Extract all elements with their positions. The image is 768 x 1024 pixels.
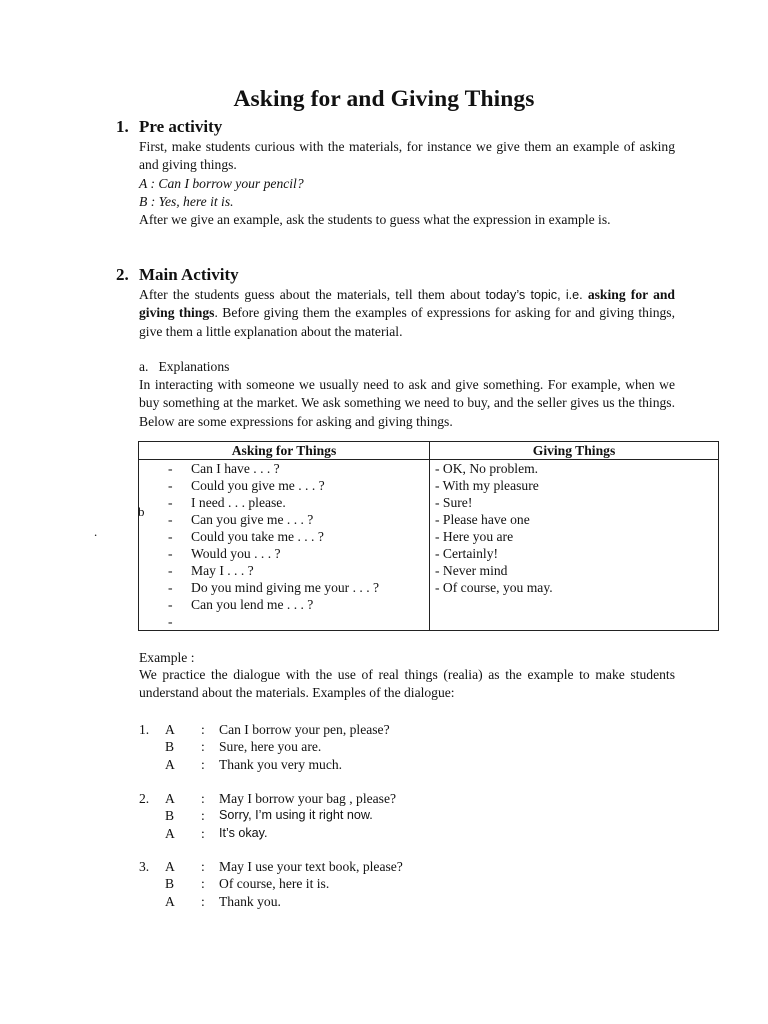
asking-expression-text: Could you give me . . . ? xyxy=(191,478,325,493)
list-dash: - xyxy=(168,529,173,544)
dialogue-colon: : xyxy=(201,859,205,874)
list-dash: - xyxy=(168,614,173,629)
section-1-body xyxy=(139,138,675,229)
giving-expression: - OK, No problem. xyxy=(435,461,539,476)
list-dash: - xyxy=(168,563,173,578)
subsection-a xyxy=(139,358,675,376)
section-1-after: After we give an example, ask the students to guess what the expression in example is. xyxy=(139,212,611,228)
section-1-number: 1. xyxy=(116,117,129,136)
giving-expression: - Never mind xyxy=(435,563,508,578)
dialogue-number: 2. xyxy=(139,791,150,806)
dialogue-text: It’s okay. xyxy=(219,825,268,840)
subsection-a-title: Explanations xyxy=(158,359,230,374)
example-paragraph xyxy=(139,666,675,703)
dialogue-speaker: B xyxy=(165,739,175,755)
dialogue-speaker: B xyxy=(165,876,175,892)
asking-expression xyxy=(139,494,429,511)
asking-expression-text: Do you mind giving me your . . . ? xyxy=(191,580,380,595)
intro-topic: today’s topic, i.e. xyxy=(485,288,583,302)
giving-expression: - Here you are xyxy=(435,529,514,544)
section-2-heading xyxy=(116,265,239,285)
col-header-asking: Asking for Things xyxy=(139,442,430,460)
asking-expression xyxy=(139,562,429,579)
stray-letter-b: b xyxy=(138,504,145,519)
dialogue-text: Sorry, I’m using it right now. xyxy=(219,808,373,823)
col-header-giving: Giving Things xyxy=(430,442,719,460)
list-dash: - xyxy=(168,597,173,612)
asking-expression xyxy=(139,613,429,630)
dialogue-speaker: A xyxy=(165,722,175,737)
document-title: Asking for and Giving Things xyxy=(233,86,535,112)
giving-cell xyxy=(430,460,719,631)
dialogue-colon: : xyxy=(201,791,205,806)
asking-expression-text: Can you give me . . . ? xyxy=(191,512,314,527)
dialogue-colon: : xyxy=(201,739,205,755)
section-2-intro xyxy=(139,286,675,341)
expressions-table xyxy=(138,441,719,631)
explanation-text: In interacting with someone we usually need to ask and give something. For example, when we buy something at the market. We ask something we need to buy, and the seller gives us the things. Below are some expressions for asking and giving things. xyxy=(139,377,675,429)
list-dash: - xyxy=(168,580,173,595)
dialogue-colon: : xyxy=(201,756,205,772)
dialogue-colon: : xyxy=(201,722,205,737)
giving-expression: - Certainly! xyxy=(435,546,499,561)
dialogue-text: Sure, here you are. xyxy=(219,739,322,755)
subsection-a-label: a. xyxy=(139,359,149,374)
asking-expression-text: Could you take me . . . ? xyxy=(191,529,324,544)
asking-expression xyxy=(139,460,429,477)
dialogue-text: Of course, here it is. xyxy=(219,876,330,892)
example-line-b: B : Yes, here it is. xyxy=(139,193,234,209)
dialogue-speaker: A xyxy=(165,825,175,841)
asking-expression xyxy=(139,511,429,528)
section-1-heading xyxy=(116,117,222,137)
asking-expression xyxy=(139,477,429,494)
asking-cell xyxy=(139,460,430,631)
dialogue-text: May I use your text book, please? xyxy=(219,859,403,874)
giving-expression: - With my pleasure xyxy=(435,478,539,493)
dialogue-speaker: B xyxy=(165,808,175,824)
asking-expression-text: I need . . . please. xyxy=(191,495,286,510)
intro-pre: After the students guess about the materials, tell them about xyxy=(139,287,486,302)
example-line-a: A : Can I borrow your pencil? xyxy=(139,175,304,191)
giving-expression: - Sure! xyxy=(435,495,473,510)
asking-expression-text: May I . . . ? xyxy=(191,563,254,578)
asking-expression xyxy=(139,545,429,562)
dialogue-text: Thank you. xyxy=(219,893,281,909)
dialogue-text: Can I borrow your pen, please? xyxy=(219,722,390,737)
section-2-title: Main Activity xyxy=(139,265,239,284)
dialogue-speaker: A xyxy=(165,859,175,874)
intro-post: . Before giving them the examples of expressions for asking for and giving things, give them a little explanation about the material. xyxy=(139,305,675,339)
example-text: We practice the dialogue with the use of real things (realia) as the example to make students understand about the materials. Examples of the dialogue: xyxy=(139,667,675,701)
section-1-title: Pre activity xyxy=(139,117,223,136)
list-dash: - xyxy=(168,495,173,510)
dialogue-speaker: A xyxy=(165,791,175,806)
asking-expression xyxy=(139,596,429,613)
example-label-block xyxy=(139,649,675,667)
explanation-paragraph xyxy=(139,376,675,431)
asking-expression xyxy=(139,579,429,596)
section-1-intro: First, make students curious with the materials, for instance we give them an example of asking and giving things. xyxy=(139,139,675,173)
section-2-number: 2. xyxy=(116,265,129,284)
dialogue-text: May I borrow your bag , please? xyxy=(219,791,397,806)
list-dash: - xyxy=(168,512,173,527)
dialogue-colon: : xyxy=(201,825,205,841)
asking-expression-text: Can I have . . . ? xyxy=(191,461,280,476)
dialogue-number: 1. xyxy=(139,722,150,737)
list-dash: - xyxy=(168,546,173,561)
asking-expression xyxy=(139,528,429,545)
giving-expression: - Of course, you may. xyxy=(435,580,553,595)
giving-list xyxy=(430,460,718,596)
dialogue-colon: : xyxy=(201,876,205,892)
example-label: Example : xyxy=(139,650,195,665)
dialogue-colon: : xyxy=(201,808,205,824)
dialogue-colon: : xyxy=(201,893,205,909)
asking-expression-text: Would you . . . ? xyxy=(191,546,281,561)
dialogue-speaker: A xyxy=(165,756,175,772)
dialogue-number: 3. xyxy=(139,859,150,874)
list-dash: - xyxy=(168,478,173,493)
list-dash: - xyxy=(168,461,173,476)
asking-list xyxy=(139,460,429,630)
dialogue-text: Thank you very much. xyxy=(219,756,343,772)
stray-dot: . xyxy=(94,524,98,539)
giving-expression: - Please have one xyxy=(435,512,530,527)
asking-expression-text: Can you lend me . . . ? xyxy=(191,597,314,612)
dialogue-speaker: A xyxy=(165,893,175,909)
intro-bold: asking for and giving things xyxy=(139,287,675,321)
